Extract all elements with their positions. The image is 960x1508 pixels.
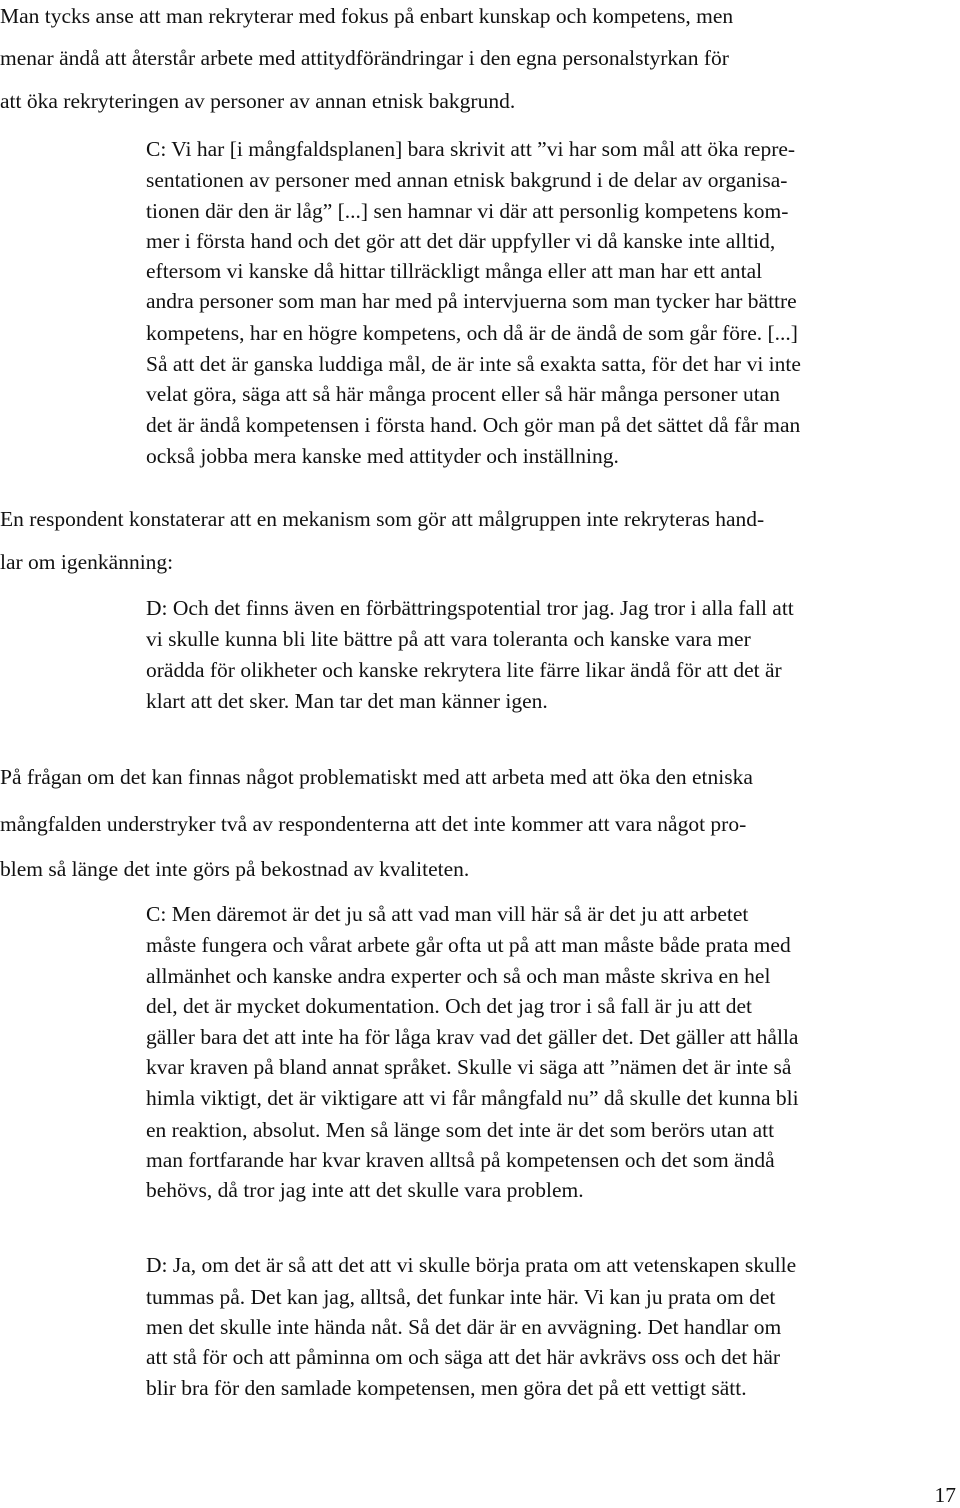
text-line: En respondent konstaterar att en mekanism som gör att målgruppen inte rekryteras hand- <box>0 507 765 531</box>
quote-line: orädda för olikheter och kanske rekrytera lite färre likar ändå för att det är <box>146 658 782 682</box>
quote-line: gäller bara det att inte ha för låga krav vad det gäller det. Det gäller att hålla <box>146 1025 799 1049</box>
quote-line: att stå för och att påminna om och säga att det här avkrävs oss och det här <box>146 1345 781 1369</box>
quote-line: allmänhet och kanske andra experter och så och man måste skriva en hel <box>146 964 771 988</box>
text-line: På frågan om det kan finnas något problematiskt med att arbeta med att öka den etniska <box>0 765 753 789</box>
quote-line: eftersom vi kanske då hittar tillräckligt många eller att man har ett antal <box>146 259 763 283</box>
text-line: blem så länge det inte görs på bekostnad av kvaliteten. <box>0 857 470 881</box>
text-line: lar om igenkänning: <box>0 550 174 574</box>
text-line: Man tycks anse att man rekryterar med fokus på enbart kunskap och kompetens, men <box>0 4 734 28</box>
quote-line: D: Ja, om det är så att det att vi skulle börja prata om att vetenskapen skulle <box>146 1253 797 1277</box>
quote-line: kompetens, har en högre kompetens, och då är de ändå de som går före. [...] <box>146 321 798 345</box>
quote-line: måste fungera och vårat arbete går ofta ut på att man måste både prata med <box>146 933 791 957</box>
quote-line: vi skulle kunna bli lite bättre på att vara toleranta och kanske vara mer <box>146 627 751 651</box>
quote-line: D: Och det finns även en förbättringspotential tror jag. Jag tror i alla fall att <box>146 596 794 620</box>
quote-line: en reaktion, absolut. Men så länge som det inte är det som berörs utan att <box>146 1118 775 1142</box>
quote-line: tummas på. Det kan jag, alltså, det funkar inte här. Vi kan ju prata om det <box>146 1285 776 1309</box>
quote-line: tionen där den är låg” [...] sen hamnar vi där att personlig kompetens kom- <box>146 199 789 223</box>
quote-line: sentationen av personer med annan etnisk bakgrund i de delar av organisa- <box>146 168 788 192</box>
quote-line: Så att det är ganska luddiga mål, de är inte så exakta satta, för det har vi inte <box>146 352 801 376</box>
quote-line: också jobba mera kanske med attityder och inställning. <box>146 444 619 468</box>
quote-line: del, det är mycket dokumentation. Och det jag tror i så fall är ju att det <box>146 994 752 1018</box>
quote-line: blir bra för den samlade kompetensen, men göra det på ett vettigt sätt. <box>146 1376 747 1400</box>
quote-line: himla viktigt, det är viktigare att vi får mångfald nu” då skulle det kunna bli <box>146 1086 799 1110</box>
quote-line: C: Vi har [i mångfaldsplanen] bara skrivit att ”vi har som mål att öka repre- <box>146 137 796 161</box>
quote-line: mer i första hand och det gör att det där uppfyller vi då kanske inte alltid, <box>146 229 776 253</box>
quote-line: klart att det sker. Man tar det man känner igen. <box>146 689 548 713</box>
text-line: menar ändå att återstår arbete med attitydförändringar i den egna personalstyrkan för <box>0 46 729 70</box>
quote-line: men det skulle inte hända nåt. Så det där är en avvägning. Det handlar om <box>146 1315 782 1339</box>
text-line: mångfalden understryker två av respondenterna att det inte kommer att vara något pro- <box>0 812 747 836</box>
page-number: 17 <box>934 1483 956 1507</box>
quote-line: kvar kraven på bland annat språket. Skulle vi säga att ”nämen det är inte så <box>146 1055 792 1079</box>
text-line: att öka rekryteringen av personer av annan etnisk bakgrund. <box>0 89 516 113</box>
quote-line: man fortfarande har kvar kraven alltså på kompetensen och det som ändå <box>146 1148 775 1172</box>
quote-line: det är ändå kompetensen i första hand. Och gör man på det sättet då får man <box>146 413 801 437</box>
quote-line: behövs, då tror jag inte att det skulle vara problem. <box>146 1178 584 1202</box>
quote-line: C: Men däremot är det ju så att vad man vill här så är det ju att arbetet <box>146 902 749 926</box>
quote-line: andra personer som man har med på intervjuerna som man tycker har bättre <box>146 289 797 313</box>
quote-line: velat göra, säga att så här många procent eller så här många personer utan <box>146 382 780 406</box>
